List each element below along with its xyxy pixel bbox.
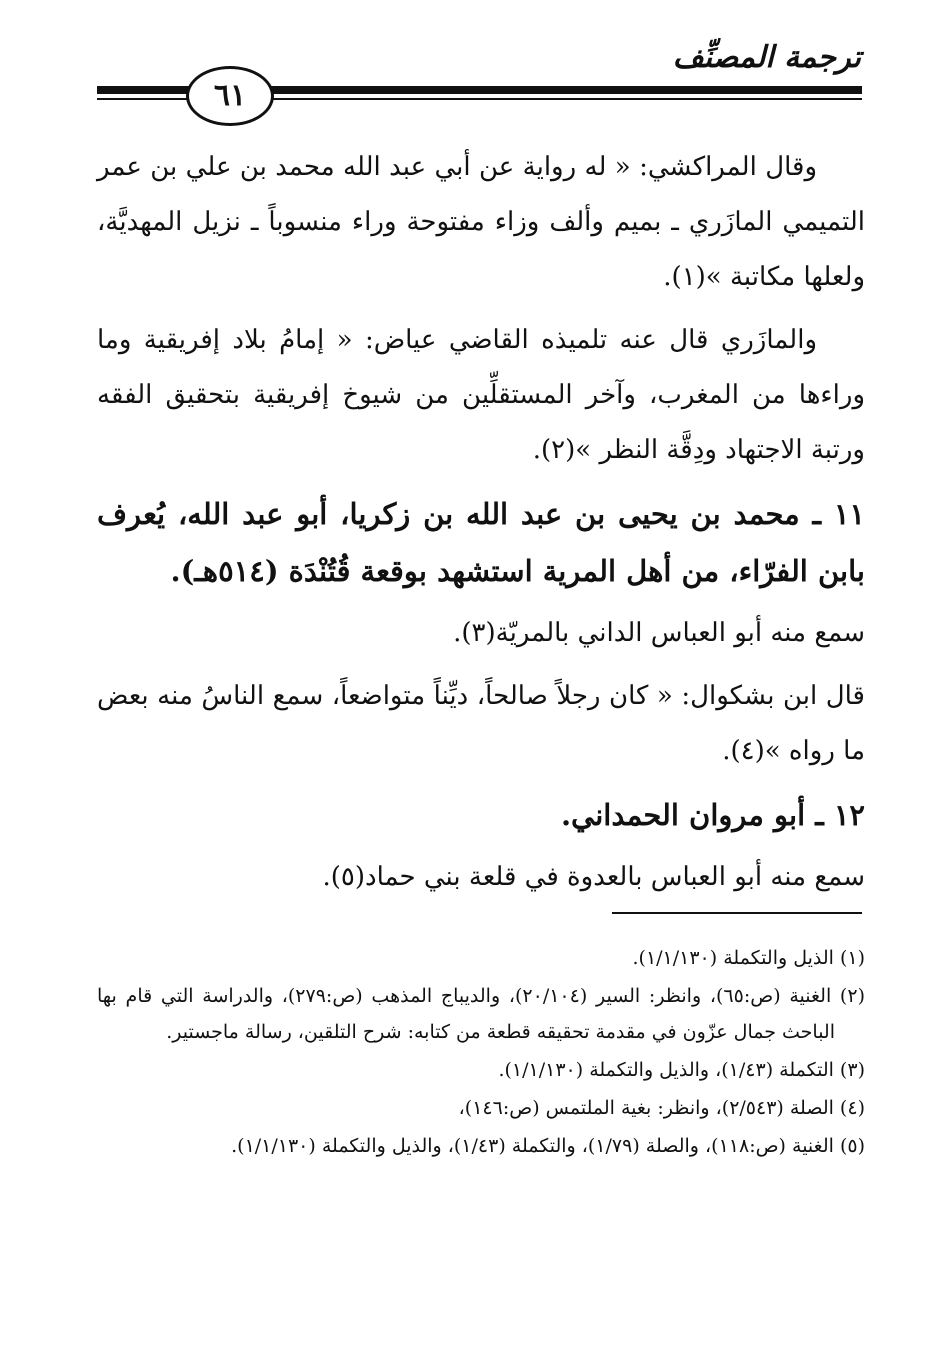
footnote-4: (٤) الصلة (٢/٥٤٣)، وانظر: بغية الملتمس (ص:١٤٦)، bbox=[458, 1097, 865, 1119]
footnote-5: (٥) الغنية (ص:١١٨)، والصلة (١/٧٩)، والتكملة (١/٤٣)، والذيل والتكملة (١/١/١٣٠). bbox=[231, 1135, 865, 1157]
running-title: ترجمة المصنِّف bbox=[672, 40, 861, 75]
entry-heading-11: ١١ ـ محمد بن يحيى بن عبد الله بن زكريا، أبو عبد الله، يُعرف بابن الفرّاء، من أهل المرية استشهد بوقعة قُتُنْدَة (٥١٤هـ). bbox=[97, 497, 865, 588]
paragraph-heard-almeria: سمع منه أبو العباس الداني بالمريّة(٣). bbox=[453, 618, 865, 648]
main-text bbox=[97, 140, 865, 913]
footnote-3: (٣) التكملة (١/٤٣)، والذيل والتكملة (١/١/١٣٠). bbox=[498, 1059, 865, 1081]
footnotes bbox=[97, 940, 865, 1166]
paragraph-marrakushi: وقال المراكشي: « له رواية عن أبي عبد الله محمد بن علي بن عمر التميمي المازَري ـ بميم وألف وزاء مفتوحة وراء منسوباً ـ نزيل المهديَّة، ولعلها مكاتبة »(١). bbox=[97, 152, 865, 292]
entry-heading-12: ١٢ ـ أبو مروان الحمداني. bbox=[560, 798, 865, 832]
page-number: ٦١ bbox=[186, 66, 274, 126]
paragraph-ibn-bashkuwal: قال ابن بشكوال: « كان رجلاً صالحاً، ديِّناً متواضعاً، سمع الناسُ منه بعض ما رواه »(٤). bbox=[97, 681, 865, 766]
paragraph-mazari: والمازَري قال عنه تلميذه القاضي عياض: « إمامُ بلاد إفريقية وما وراءها من المغرب، وآخر المستقلِّين من شيوخ إفريقية بتحقيق الفقه ورتبة الاجتهاد ودِقَّة النظر »(٢). bbox=[97, 325, 865, 465]
paragraph-heard-qalaa: سمع منه أبو العباس بالعدوة في قلعة بني حماد(٥). bbox=[322, 862, 865, 892]
page-header bbox=[0, 0, 947, 130]
footnote-1: (١) الذيل والتكملة (١/١/١٣٠). bbox=[632, 947, 865, 969]
footnote-2: (٢) الغنية (ص:٦٥)، وانظر: السير (٢٠/١٠٤)، والديباج المذهب (ص:٢٧٩)، والدراسة التي قام بها الباحث جمال عزّون في مقدمة تحقيقه قطعة من كتابه: شرح التلقين، رسالة ماجستير. bbox=[97, 985, 865, 1043]
footnote-separator bbox=[612, 912, 862, 914]
